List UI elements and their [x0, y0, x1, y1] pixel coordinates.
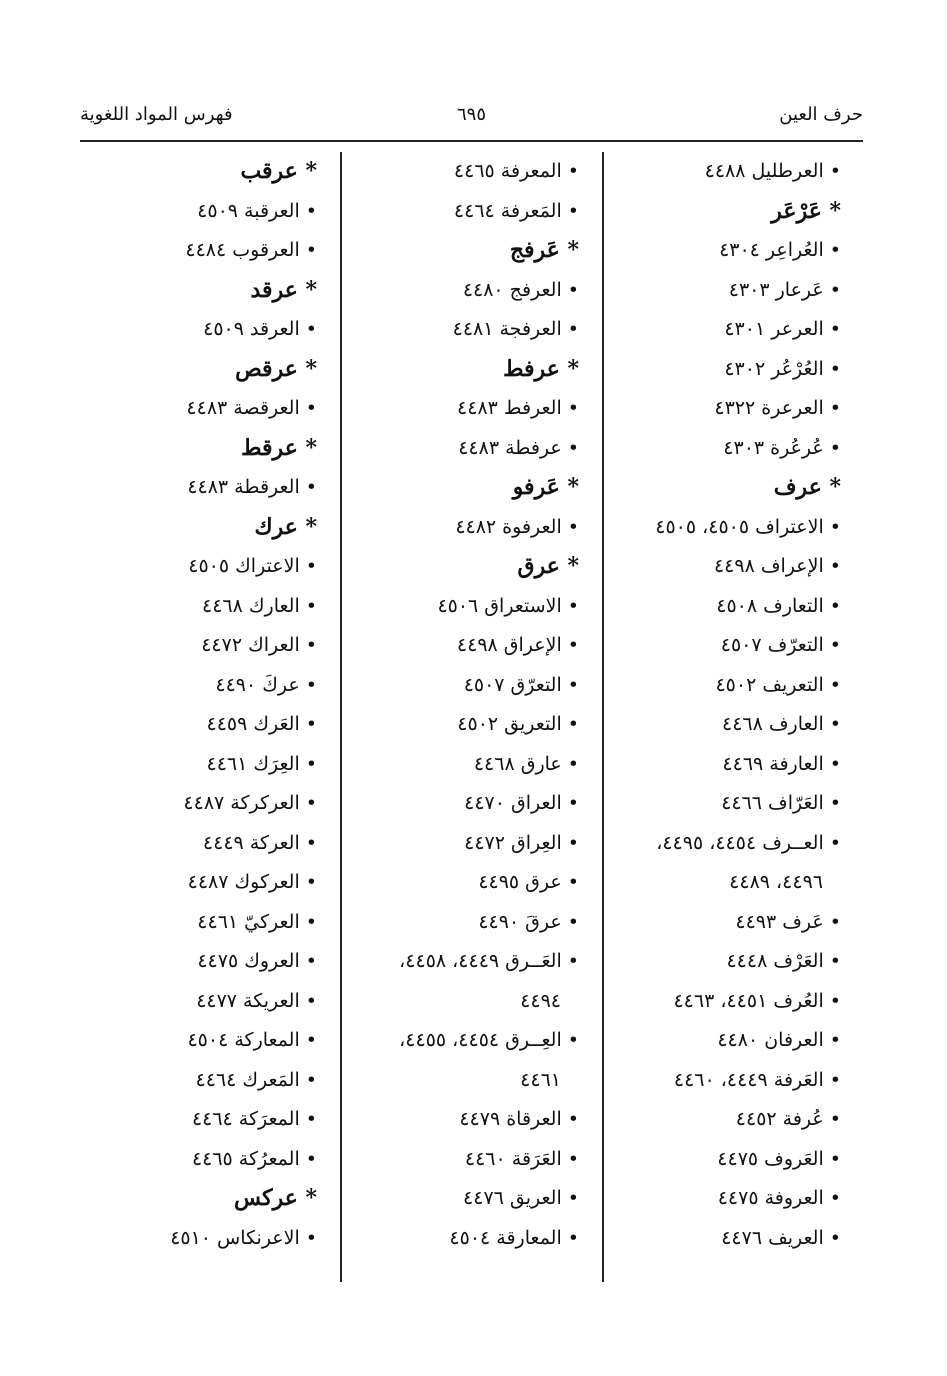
index-entry: • الاعرنكاس ٤٥١٠	[170, 1226, 317, 1249]
index-entry: • العَــرق ٤٤٤٩، ٤٤٥٨،	[399, 950, 579, 972]
index-entry: • المعرُكة ٤٤٦٥	[191, 1147, 317, 1170]
index-entry: • التعارف ٤٥٠٨	[716, 594, 841, 617]
index-entry: • الإعراق ٤٤٩٨	[456, 634, 579, 656]
index-entry: • العريكة ٤٤٧٧	[196, 989, 317, 1012]
root-heading: * عرك	[254, 513, 317, 540]
index-column-left	[107, 152, 317, 1258]
entry-continuation: ٤٤٩٤	[520, 989, 561, 1012]
index-entry: • عُرفة ٤٤٥٢	[735, 1108, 841, 1130]
index-entry: • العارك ٤٤٦٨	[202, 594, 317, 617]
root-heading: * عرفط	[503, 355, 579, 382]
index-entry: • التعريف ٤٥٠٢	[715, 673, 841, 696]
index-entry: • العُرف ٤٤٥١، ٤٤٦٣	[673, 989, 841, 1012]
index-entry: • العرقطة ٤٤٨٣	[187, 476, 317, 498]
index-entry: • المَعرفة ٤٤٦٤	[453, 199, 579, 222]
column-divider	[602, 152, 604, 1282]
index-entry: • العُراعِر ٤٣٠٤	[719, 239, 841, 261]
index-entry: • العِراق ٤٤٧٢	[464, 831, 579, 854]
index-entry: • العَرّاف ٤٤٦٦	[721, 792, 841, 814]
root-heading: * عرف	[773, 474, 841, 500]
index-entry: • عرفطة ٤٤٨٣	[458, 436, 579, 459]
index-entry: • العَرفة ٤٤٤٩، ٤٤٦٠	[673, 1068, 841, 1091]
index-entry: • التعرّق ٤٥٠٧	[463, 673, 579, 696]
index-entry: • العراق ٤٤٧٠	[464, 792, 579, 814]
index-entry: • المعارقة ٤٥٠٤	[449, 1226, 579, 1249]
root-heading: * عرقب	[240, 158, 317, 184]
index-entry: • العرقبة ٤٥٠٩	[197, 199, 317, 222]
index-entry: • العرعر ٤٣٠١	[724, 318, 841, 340]
index-entry: • العرقاة ٤٤٧٩	[459, 1108, 579, 1130]
index-entry: • العرفجة ٤٤٨١	[452, 318, 579, 340]
index-entry: • عرق ٤٤٩٥	[478, 871, 579, 893]
index-entry: • العــرف ٤٤٥٤، ٤٤٩٥،	[656, 831, 841, 854]
index-entry: • الاعتراك ٤٥٠٥	[188, 555, 317, 577]
root-heading: * عرقص	[235, 355, 317, 382]
index-entry: • العركركة ٤٤٨٧	[183, 792, 317, 814]
index-entry: • التعريق ٤٥٠٢	[457, 713, 579, 735]
index-entry: • العريق ٤٤٧٦	[463, 1187, 579, 1209]
index-entry: • عُرعُرة ٤٣٠٣	[723, 436, 841, 459]
root-heading: * عركس	[234, 1185, 317, 1211]
index-entry: • العَرَقة ٤٤٦٠	[464, 1147, 579, 1170]
index-entry: • العرعرة ٤٣٢٢	[714, 397, 841, 419]
index-entry: • العرفج ٤٤٨٠	[462, 278, 579, 301]
index-entry: • الاستعراق ٤٥٠٦	[437, 594, 579, 617]
index-entry: • عارق ٤٤٦٨	[473, 752, 579, 775]
root-heading: * عَرفو	[512, 474, 579, 500]
index-entry: • عرقَ ٤٤٩٠	[478, 910, 579, 933]
index-entry: • العَرْف ٤٤٤٨	[726, 950, 841, 972]
index-entry: • العَرك ٤٤٥٩	[206, 713, 317, 735]
index-entry: • العرفوة ٤٤٨٢	[455, 515, 579, 538]
root-heading: * عرق	[517, 553, 579, 579]
index-column-right	[603, 152, 841, 1258]
index-entry: • العراك ٤٤٧٢	[201, 634, 317, 656]
index-entry: • العِــرق ٤٤٥٤، ٤٤٥٥،	[399, 1029, 579, 1051]
index-entry: • المَعرك ٤٤٦٤	[195, 1068, 317, 1091]
index-entry: • المعرفة ٤٤٦٥	[453, 160, 579, 182]
index-entry: • العركوك ٤٤٨٧	[187, 871, 317, 893]
index-entry: • عَرف ٤٤٩٣	[735, 910, 841, 933]
index-entry: • العرقد ٤٥٠٩	[203, 318, 317, 340]
column-divider	[340, 152, 342, 1282]
index-entry: • العروك ٤٤٧٥	[197, 950, 317, 972]
index-entry: • عركَ ٤٤٩٠	[215, 673, 317, 696]
root-heading: * عَرفج	[509, 237, 579, 263]
index-entry: • المعرَكة ٤٤٦٤	[191, 1108, 317, 1130]
index-entry: • العريف ٤٤٧٦	[721, 1226, 841, 1249]
index-column-middle	[349, 152, 579, 1258]
index-entry: • العرطليل ٤٤٨٨	[704, 160, 841, 182]
root-heading: * عرقد	[250, 276, 317, 303]
chapter-title: حرف العين	[779, 104, 863, 125]
index-entry: • العَروف ٤٤٧٥	[717, 1147, 841, 1170]
index-entry: • العارف ٤٤٦٨	[721, 713, 841, 735]
index-entry: • العرقصة ٤٤٨٣	[186, 397, 317, 419]
entry-continuation: ٤٤٦١	[520, 1068, 561, 1091]
entry-continuation: ٤٤٩٦، ٤٤٨٩	[729, 871, 823, 893]
index-entry: • العرفط ٤٤٨٣	[457, 397, 579, 419]
index-entry: • العروفة ٤٤٧٥	[717, 1187, 841, 1209]
index-entry: • العركة ٤٤٤٩	[202, 831, 317, 854]
index-entry: • العِرَك ٤٤٦١	[206, 752, 317, 775]
index-entry: • العرقوب ٤٤٨٤	[185, 239, 317, 261]
header-rule	[80, 140, 863, 142]
index-entry: • العُرْعُر ٤٣٠٢	[724, 357, 841, 380]
index-entry: • العرفان ٤٤٨٠	[717, 1029, 841, 1051]
index-entry: • الإعراف ٤٤٩٨	[713, 555, 841, 577]
root-heading: * عرقط	[241, 434, 317, 461]
root-heading: * عَرْعَر	[771, 197, 841, 224]
page-number: ٦٩٥	[456, 104, 487, 125]
page-header	[80, 100, 863, 132]
index-entry: • عَرعار ٤٣٠٣	[728, 278, 841, 301]
index-entry: • الاعتراف ٤٥٠٥، ٤٥٠٥	[655, 515, 841, 538]
index-title: فهرس المواد اللغوية	[80, 104, 233, 125]
index-entry: • التعرّف ٤٥٠٧	[720, 634, 841, 656]
index-entry: • المعاركة ٤٥٠٤	[187, 1029, 317, 1051]
index-entry: • العركيّ ٤٤٦١	[197, 910, 317, 933]
index-entry: • العارفة ٤٤٦٩	[722, 752, 841, 775]
